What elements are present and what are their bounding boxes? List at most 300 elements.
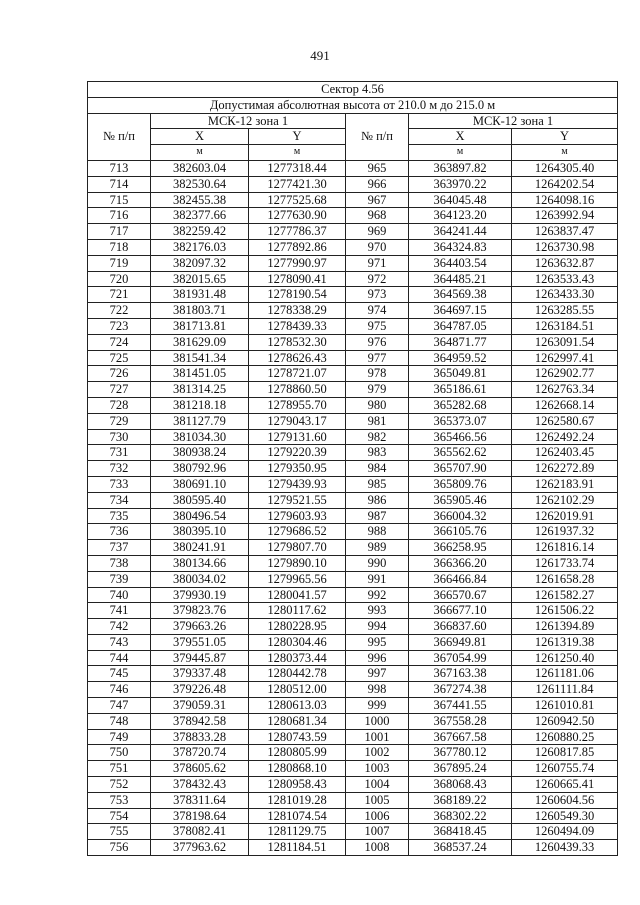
table-row — [88, 224, 618, 240]
table-row — [88, 176, 618, 192]
point-number-right: 976 — [346, 334, 409, 350]
x-coordinate-left: 379663.26 — [151, 619, 249, 635]
point-number-left: 752 — [88, 777, 151, 793]
point-number-left: 715 — [88, 192, 151, 208]
point-number-left: 738 — [88, 555, 151, 571]
x-coordinate-right: 368537.24 — [409, 840, 512, 856]
table-row — [88, 571, 618, 587]
y-coordinate-right: 1264202.54 — [512, 176, 618, 192]
point-number-left: 735 — [88, 508, 151, 524]
x-coordinate-right: 365282.68 — [409, 397, 512, 413]
point-number-right: 1002 — [346, 745, 409, 761]
point-number-right: 982 — [346, 429, 409, 445]
table-row — [88, 303, 618, 319]
y-coordinate-right: 1263184.51 — [512, 318, 618, 334]
x-coordinate-right: 364241.44 — [409, 224, 512, 240]
x-coordinate-left: 378311.64 — [151, 792, 249, 808]
y-coordinate-right: 1262403.45 — [512, 445, 618, 461]
y-coordinate-left: 1280613.03 — [249, 698, 346, 714]
point-number-left: 744 — [88, 650, 151, 666]
x-coordinate-left: 380792.96 — [151, 461, 249, 477]
table-row — [88, 729, 618, 745]
table-row — [88, 445, 618, 461]
x-coordinate-right: 364485.21 — [409, 271, 512, 287]
x-header-left: X — [151, 129, 249, 145]
y-coordinate-left: 1279521.55 — [249, 492, 346, 508]
point-number-right: 993 — [346, 603, 409, 619]
x-coordinate-left: 382530.64 — [151, 176, 249, 192]
point-number-right: 996 — [346, 650, 409, 666]
point-number-left: 736 — [88, 524, 151, 540]
point-number-left: 733 — [88, 476, 151, 492]
y-coordinate-left: 1280442.78 — [249, 666, 346, 682]
x-coordinate-right: 368189.22 — [409, 792, 512, 808]
x-coordinate-left: 382455.38 — [151, 192, 249, 208]
x-coordinate-left: 379551.05 — [151, 634, 249, 650]
table-row — [88, 255, 618, 271]
point-number-left: 729 — [88, 413, 151, 429]
y-coordinate-left: 1278955.70 — [249, 397, 346, 413]
y-coordinate-right: 1261319.38 — [512, 634, 618, 650]
point-number-right: 981 — [346, 413, 409, 429]
y-coordinate-left: 1279350.95 — [249, 461, 346, 477]
coordinates-table — [87, 81, 618, 856]
x-header-right: X — [409, 129, 512, 145]
y-coordinate-right: 1263433.30 — [512, 287, 618, 303]
y-coordinate-left: 1278090.41 — [249, 271, 346, 287]
x-coordinate-left: 381541.34 — [151, 350, 249, 366]
x-coordinate-right: 365186.61 — [409, 382, 512, 398]
sector-title: Сектор 4.56 — [88, 82, 618, 98]
x-coordinate-left: 381713.81 — [151, 318, 249, 334]
point-number-left: 728 — [88, 397, 151, 413]
table-row — [88, 745, 618, 761]
table-row — [88, 840, 618, 856]
y-coordinate-left: 1280373.44 — [249, 650, 346, 666]
y-coordinate-right: 1261010.81 — [512, 698, 618, 714]
y-coordinate-right: 1262492.24 — [512, 429, 618, 445]
x-coordinate-left: 382603.04 — [151, 160, 249, 176]
x-coordinate-right: 366366.20 — [409, 555, 512, 571]
table-row — [88, 192, 618, 208]
table-row — [88, 208, 618, 224]
point-number-left: 713 — [88, 160, 151, 176]
y-coordinate-left: 1279807.70 — [249, 540, 346, 556]
y-coordinate-left: 1279131.60 — [249, 429, 346, 445]
y-coordinate-left: 1280743.59 — [249, 729, 346, 745]
table-row — [88, 492, 618, 508]
y-coordinate-right: 1264098.16 — [512, 192, 618, 208]
x-coordinate-left: 378720.74 — [151, 745, 249, 761]
point-number-left: 745 — [88, 666, 151, 682]
table-row — [88, 334, 618, 350]
y-coordinate-right: 1263992.94 — [512, 208, 618, 224]
x-coordinate-left: 382259.42 — [151, 224, 249, 240]
x-coordinate-right: 365373.07 — [409, 413, 512, 429]
point-number-right: 977 — [346, 350, 409, 366]
point-number-right: 978 — [346, 366, 409, 382]
x-coordinate-right: 367441.55 — [409, 698, 512, 714]
x-coordinate-left: 377963.62 — [151, 840, 249, 856]
table-row — [88, 634, 618, 650]
x-coordinate-right: 367054.99 — [409, 650, 512, 666]
x-coordinate-left: 382015.65 — [151, 271, 249, 287]
y-coordinate-left: 1277525.68 — [249, 192, 346, 208]
y-coordinate-right: 1260665.41 — [512, 777, 618, 793]
y-header-left: Y — [249, 129, 346, 145]
x-coordinate-right: 364959.52 — [409, 350, 512, 366]
y-coordinate-right: 1262580.67 — [512, 413, 618, 429]
point-number-left: 720 — [88, 271, 151, 287]
point-number-left: 740 — [88, 587, 151, 603]
y-coordinate-right: 1261733.74 — [512, 555, 618, 571]
x-coordinate-right: 368418.45 — [409, 824, 512, 840]
point-number-right: 974 — [346, 303, 409, 319]
y-coordinate-left: 1280041.57 — [249, 587, 346, 603]
x-coordinate-left: 381127.79 — [151, 413, 249, 429]
x-coordinate-right: 364787.05 — [409, 318, 512, 334]
point-number-right: 970 — [346, 239, 409, 255]
point-number-left: 753 — [88, 792, 151, 808]
point-number-right: 992 — [346, 587, 409, 603]
table-row — [88, 587, 618, 603]
num-header-left: № п/п — [88, 113, 151, 160]
point-number-left: 734 — [88, 492, 151, 508]
point-number-right: 969 — [346, 224, 409, 240]
x-coordinate-right: 366677.10 — [409, 603, 512, 619]
x-coordinate-left: 381629.09 — [151, 334, 249, 350]
y-coordinate-left: 1278338.29 — [249, 303, 346, 319]
num-header-right: № п/п — [346, 113, 409, 160]
x-coordinate-left: 380241.91 — [151, 540, 249, 556]
y-coordinate-left: 1280512.00 — [249, 682, 346, 698]
point-number-right: 991 — [346, 571, 409, 587]
point-number-right: 971 — [346, 255, 409, 271]
point-number-left: 723 — [88, 318, 151, 334]
x-coordinate-left: 379059.31 — [151, 698, 249, 714]
x-coordinate-right: 367274.38 — [409, 682, 512, 698]
point-number-right: 980 — [346, 397, 409, 413]
y-coordinate-left: 1279043.17 — [249, 413, 346, 429]
table-row — [88, 619, 618, 635]
y-header-right: Y — [512, 129, 618, 145]
point-number-left: 731 — [88, 445, 151, 461]
y-coordinate-left: 1280228.95 — [249, 619, 346, 635]
point-number-right: 972 — [346, 271, 409, 287]
x-coordinate-left: 380496.54 — [151, 508, 249, 524]
x-coordinate-right: 364871.77 — [409, 334, 512, 350]
table-row — [88, 366, 618, 382]
y-coordinate-right: 1262668.14 — [512, 397, 618, 413]
x-coordinate-left: 382176.03 — [151, 239, 249, 255]
point-number-right: 990 — [346, 555, 409, 571]
point-number-left: 741 — [88, 603, 151, 619]
table-row — [88, 287, 618, 303]
point-number-right: 1003 — [346, 761, 409, 777]
y-coordinate-left: 1278860.50 — [249, 382, 346, 398]
point-number-right: 979 — [346, 382, 409, 398]
x-coordinate-left: 380034.02 — [151, 571, 249, 587]
y-coordinate-left: 1281184.51 — [249, 840, 346, 856]
point-number-left: 749 — [88, 729, 151, 745]
y-coordinate-left: 1281129.75 — [249, 824, 346, 840]
table-row — [88, 666, 618, 682]
point-number-left: 748 — [88, 713, 151, 729]
y-coordinate-left: 1279439.93 — [249, 476, 346, 492]
point-number-left: 756 — [88, 840, 151, 856]
point-number-left: 721 — [88, 287, 151, 303]
y-coordinate-right: 1263533.43 — [512, 271, 618, 287]
x-coordinate-right: 365707.90 — [409, 461, 512, 477]
point-number-right: 1008 — [346, 840, 409, 856]
y-coordinate-left: 1280868.10 — [249, 761, 346, 777]
x-coordinate-left: 379930.19 — [151, 587, 249, 603]
y-coordinate-right: 1261506.22 — [512, 603, 618, 619]
table-row — [88, 508, 618, 524]
unit-x-left: м — [151, 145, 249, 161]
x-coordinate-left: 380691.10 — [151, 476, 249, 492]
y-coordinate-left: 1277786.37 — [249, 224, 346, 240]
point-number-right: 985 — [346, 476, 409, 492]
point-number-left: 737 — [88, 540, 151, 556]
y-coordinate-right: 1261658.28 — [512, 571, 618, 587]
x-coordinate-right: 364324.83 — [409, 239, 512, 255]
point-number-left: 747 — [88, 698, 151, 714]
x-coordinate-right: 364697.15 — [409, 303, 512, 319]
table-row — [88, 713, 618, 729]
x-coordinate-right: 365049.81 — [409, 366, 512, 382]
y-coordinate-right: 1260942.50 — [512, 713, 618, 729]
y-coordinate-left: 1278626.43 — [249, 350, 346, 366]
y-coordinate-right: 1260880.25 — [512, 729, 618, 745]
zone-header-left: МСК-12 зона 1 — [151, 113, 346, 129]
table-row — [88, 160, 618, 176]
y-coordinate-left: 1279686.52 — [249, 524, 346, 540]
point-number-left: 730 — [88, 429, 151, 445]
y-coordinate-right: 1261582.27 — [512, 587, 618, 603]
point-number-right: 986 — [346, 492, 409, 508]
point-number-left: 716 — [88, 208, 151, 224]
y-coordinate-right: 1260439.33 — [512, 840, 618, 856]
table-row — [88, 777, 618, 793]
unit-y-right: м — [512, 145, 618, 161]
y-coordinate-right: 1262272.89 — [512, 461, 618, 477]
x-coordinate-left: 380134.66 — [151, 555, 249, 571]
point-number-right: 973 — [346, 287, 409, 303]
x-coordinate-left: 380395.10 — [151, 524, 249, 540]
y-coordinate-left: 1279603.93 — [249, 508, 346, 524]
point-number-left: 724 — [88, 334, 151, 350]
point-number-left: 719 — [88, 255, 151, 271]
point-number-right: 968 — [346, 208, 409, 224]
zone-header-right: МСК-12 зона 1 — [409, 113, 618, 129]
point-number-right: 1005 — [346, 792, 409, 808]
y-coordinate-left: 1279965.56 — [249, 571, 346, 587]
unit-y-left: м — [249, 145, 346, 161]
x-coordinate-right: 364403.54 — [409, 255, 512, 271]
y-coordinate-left: 1280805.99 — [249, 745, 346, 761]
y-coordinate-right: 1262902.77 — [512, 366, 618, 382]
x-coordinate-right: 366570.67 — [409, 587, 512, 603]
point-number-left: 725 — [88, 350, 151, 366]
x-coordinate-right: 367780.12 — [409, 745, 512, 761]
y-coordinate-right: 1261111.84 — [512, 682, 618, 698]
y-coordinate-right: 1261250.40 — [512, 650, 618, 666]
point-number-right: 966 — [346, 176, 409, 192]
table-row — [88, 382, 618, 398]
table-row — [88, 603, 618, 619]
table-row — [88, 429, 618, 445]
y-coordinate-left: 1280958.43 — [249, 777, 346, 793]
point-number-left: 732 — [88, 461, 151, 477]
y-coordinate-right: 1260494.09 — [512, 824, 618, 840]
x-coordinate-left: 381218.18 — [151, 397, 249, 413]
y-coordinate-left: 1280304.46 — [249, 634, 346, 650]
x-coordinate-right: 368302.22 — [409, 808, 512, 824]
x-coordinate-left: 381451.05 — [151, 366, 249, 382]
x-coordinate-left: 378432.43 — [151, 777, 249, 793]
x-coordinate-right: 365562.62 — [409, 445, 512, 461]
point-number-right: 967 — [346, 192, 409, 208]
table-row — [88, 540, 618, 556]
y-coordinate-left: 1281074.54 — [249, 808, 346, 824]
y-coordinate-left: 1278532.30 — [249, 334, 346, 350]
x-coordinate-right: 367558.28 — [409, 713, 512, 729]
x-coordinate-left: 379823.76 — [151, 603, 249, 619]
x-coordinate-right: 366105.76 — [409, 524, 512, 540]
table-row — [88, 397, 618, 413]
x-coordinate-left: 382097.32 — [151, 255, 249, 271]
point-number-right: 965 — [346, 160, 409, 176]
point-number-left: 751 — [88, 761, 151, 777]
x-coordinate-right: 367895.24 — [409, 761, 512, 777]
x-coordinate-right: 366466.84 — [409, 571, 512, 587]
table-row — [88, 461, 618, 477]
y-coordinate-right: 1263091.54 — [512, 334, 618, 350]
table-body — [88, 160, 618, 855]
y-coordinate-left: 1279220.39 — [249, 445, 346, 461]
point-number-left: 754 — [88, 808, 151, 824]
table-row — [88, 650, 618, 666]
x-coordinate-right: 366949.81 — [409, 634, 512, 650]
y-coordinate-right: 1261816.14 — [512, 540, 618, 556]
y-coordinate-right: 1262763.34 — [512, 382, 618, 398]
x-coordinate-right: 364045.48 — [409, 192, 512, 208]
x-coordinate-left: 378605.62 — [151, 761, 249, 777]
x-coordinate-left: 379337.48 — [151, 666, 249, 682]
x-coordinate-left: 382377.66 — [151, 208, 249, 224]
point-number-left: 743 — [88, 634, 151, 650]
point-number-right: 999 — [346, 698, 409, 714]
y-coordinate-right: 1263632.87 — [512, 255, 618, 271]
table-row — [88, 476, 618, 492]
point-number-left: 727 — [88, 382, 151, 398]
point-number-left: 739 — [88, 571, 151, 587]
x-coordinate-right: 366004.32 — [409, 508, 512, 524]
x-coordinate-left: 379226.48 — [151, 682, 249, 698]
point-number-left: 722 — [88, 303, 151, 319]
y-coordinate-right: 1260604.56 — [512, 792, 618, 808]
table-row — [88, 824, 618, 840]
point-number-left: 714 — [88, 176, 151, 192]
x-coordinate-right: 366258.95 — [409, 540, 512, 556]
table-row — [88, 792, 618, 808]
point-number-right: 1001 — [346, 729, 409, 745]
x-coordinate-right: 368068.43 — [409, 777, 512, 793]
y-coordinate-right: 1261181.06 — [512, 666, 618, 682]
y-coordinate-left: 1277318.44 — [249, 160, 346, 176]
y-coordinate-left: 1278721.07 — [249, 366, 346, 382]
x-coordinate-left: 380595.40 — [151, 492, 249, 508]
table-row — [88, 761, 618, 777]
point-number-right: 1006 — [346, 808, 409, 824]
x-coordinate-right: 366837.60 — [409, 619, 512, 635]
table-row — [88, 413, 618, 429]
y-coordinate-right: 1261394.89 — [512, 619, 618, 635]
point-number-left: 746 — [88, 682, 151, 698]
point-number-right: 995 — [346, 634, 409, 650]
x-coordinate-right: 365905.46 — [409, 492, 512, 508]
point-number-right: 984 — [346, 461, 409, 477]
table-row — [88, 808, 618, 824]
table-row — [88, 318, 618, 334]
table-header — [88, 82, 618, 161]
x-coordinate-right: 363970.22 — [409, 176, 512, 192]
point-number-left: 750 — [88, 745, 151, 761]
x-coordinate-right: 364569.38 — [409, 287, 512, 303]
y-coordinate-right: 1260755.74 — [512, 761, 618, 777]
x-coordinate-left: 381314.25 — [151, 382, 249, 398]
y-coordinate-right: 1263730.98 — [512, 239, 618, 255]
point-number-right: 988 — [346, 524, 409, 540]
point-number-right: 989 — [346, 540, 409, 556]
table-row — [88, 698, 618, 714]
table-row — [88, 524, 618, 540]
point-number-left: 726 — [88, 366, 151, 382]
point-number-left: 742 — [88, 619, 151, 635]
y-coordinate-left: 1277630.90 — [249, 208, 346, 224]
y-coordinate-left: 1280117.62 — [249, 603, 346, 619]
point-number-right: 983 — [346, 445, 409, 461]
y-coordinate-right: 1260817.85 — [512, 745, 618, 761]
x-coordinate-left: 380938.24 — [151, 445, 249, 461]
point-number-right: 987 — [346, 508, 409, 524]
height-range: Допустимая абсолютная высота от 210.0 м до 215.0 м — [88, 97, 618, 113]
y-coordinate-right: 1262997.41 — [512, 350, 618, 366]
x-coordinate-right: 367163.38 — [409, 666, 512, 682]
point-number-right: 1007 — [346, 824, 409, 840]
y-coordinate-right: 1262019.91 — [512, 508, 618, 524]
x-coordinate-left: 381803.71 — [151, 303, 249, 319]
table-row — [88, 239, 618, 255]
point-number-left: 755 — [88, 824, 151, 840]
x-coordinate-left: 381034.30 — [151, 429, 249, 445]
x-coordinate-left: 378082.41 — [151, 824, 249, 840]
point-number-left: 718 — [88, 239, 151, 255]
y-coordinate-left: 1277990.97 — [249, 255, 346, 271]
point-number-right: 1004 — [346, 777, 409, 793]
y-coordinate-left: 1277892.86 — [249, 239, 346, 255]
y-coordinate-left: 1278190.54 — [249, 287, 346, 303]
point-number-right: 998 — [346, 682, 409, 698]
point-number-right: 1000 — [346, 713, 409, 729]
table-row — [88, 350, 618, 366]
x-coordinate-right: 365466.56 — [409, 429, 512, 445]
y-coordinate-right: 1264305.40 — [512, 160, 618, 176]
table-row — [88, 555, 618, 571]
y-coordinate-right: 1261937.32 — [512, 524, 618, 540]
x-coordinate-right: 364123.20 — [409, 208, 512, 224]
